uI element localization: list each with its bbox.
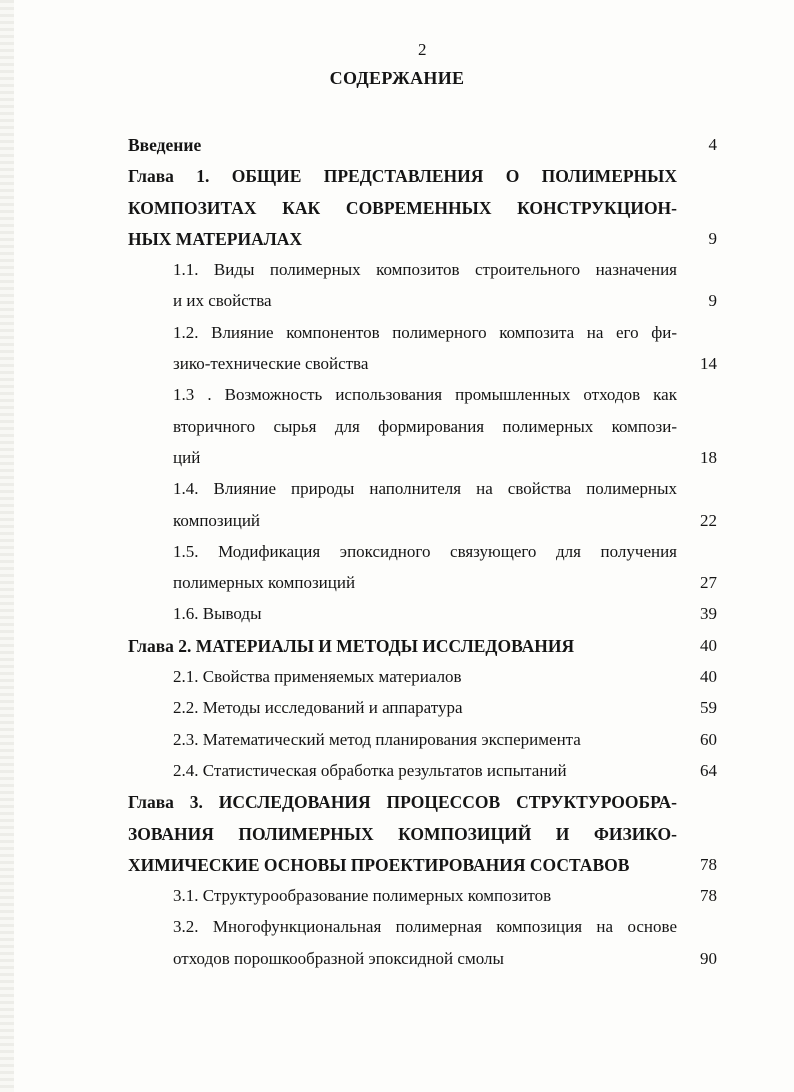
toc-entry-text: полимерных композиций xyxy=(173,573,356,593)
toc-section-line xyxy=(0,726,794,757)
toc-page-number: 18 xyxy=(700,447,717,467)
toc-entry-text: зико-технические свойства xyxy=(173,354,369,374)
toc-entry-text: вторичного сырья для формирования полимерных компози- xyxy=(173,416,677,436)
toc-section-line xyxy=(0,694,794,725)
toc-entry-text: ХИМИЧЕСКИЕ ОСНОВЫ ПРОЕКТИРОВАНИЯ СОСТАВОВ xyxy=(128,854,630,875)
toc-section-line xyxy=(0,600,794,631)
toc-entry-text: композиций xyxy=(173,510,261,530)
toc-page-number: 14 xyxy=(700,354,717,374)
toc-entry-text: отходов порошкообразной эпоксидной смолы xyxy=(173,948,504,968)
toc-page-number: 39 xyxy=(700,604,717,624)
toc-page-number: 9 xyxy=(708,228,717,248)
toc-chapter-line xyxy=(0,131,794,162)
toc-page-number: 78 xyxy=(700,854,717,874)
toc-section-line xyxy=(0,913,794,944)
toc-entry-text: Глава 2. МАТЕРИАЛЫ И МЕТОДЫ ИССЛЕДОВАНИЯ xyxy=(128,635,575,656)
toc-entry-text: и их свойства xyxy=(173,291,272,311)
toc-entry-text: 1.2. Влияние компонентов полимерного композита на его фи- xyxy=(173,322,677,342)
toc-entry-text: Глава 3. ИССЛЕДОВАНИЯ ПРОЦЕССОВ СТРУКТУРООБРА- xyxy=(128,792,677,813)
toc-chapter-line xyxy=(0,851,794,882)
toc-chapter-line xyxy=(0,820,794,851)
toc-page-number: 90 xyxy=(700,948,717,968)
toc-section-line xyxy=(0,757,794,788)
toc-entry-text: 2.4. Статистическая обработка результатов испытаний xyxy=(173,760,567,780)
toc-entry-text: 1.1. Виды полимерных композитов строительного назначения xyxy=(173,260,677,280)
toc-section-line xyxy=(0,319,794,350)
toc-chapter-line xyxy=(0,162,794,193)
toc-page-number: 59 xyxy=(700,698,717,718)
toc-section-line xyxy=(0,350,794,381)
toc-entry-text: 3.2. Многофункциональная полимерная композиция на основе xyxy=(173,917,677,937)
toc-section-line xyxy=(0,569,794,600)
toc-page-number: 64 xyxy=(700,760,717,780)
toc-page-number: 40 xyxy=(700,635,717,655)
toc-entry-text: КОМПОЗИТАХ КАК СОВРЕМЕННЫХ КОНСТРУКЦИОН- xyxy=(128,197,677,218)
page-number: 2 xyxy=(418,40,427,59)
toc-section-line xyxy=(0,663,794,694)
toc-page-number: 9 xyxy=(708,291,717,311)
toc-section-line xyxy=(0,287,794,318)
toc-section-line xyxy=(0,444,794,475)
toc-chapter-line xyxy=(0,225,794,256)
toc-entry-text: НЫХ МАТЕРИАЛАХ xyxy=(128,228,303,249)
toc-section-line xyxy=(0,475,794,506)
toc-entry-text: 1.5. Модификация эпоксидного связующего для получения xyxy=(173,541,677,561)
toc-section-line xyxy=(0,507,794,538)
toc-entry-text: ЗОВАНИЯ ПОЛИМЕРНЫХ КОМПОЗИЦИЙ И ФИЗИКО- xyxy=(128,823,677,844)
toc-entry-text: ций xyxy=(173,447,201,467)
toc-section-line xyxy=(0,256,794,287)
toc-section-line xyxy=(0,882,794,913)
toc-page-number: 40 xyxy=(700,667,717,687)
toc-page-number: 27 xyxy=(700,573,717,593)
toc-entry-text: 2.2. Методы исследований и аппаратура xyxy=(173,698,463,718)
toc-page-number: 22 xyxy=(700,510,717,530)
page-title: СОДЕРЖАНИЕ xyxy=(329,68,465,88)
toc-chapter-line xyxy=(0,788,794,819)
toc-entry-text: 2.3. Математический метод планирования эксперимента xyxy=(173,729,581,749)
toc-entry-text: 1.6. Выводы xyxy=(173,604,262,624)
toc-entry-text: Глава 1. ОБЩИЕ ПРЕДСТАВЛЕНИЯ О ПОЛИМЕРНЫХ xyxy=(128,166,677,187)
toc-entry-text: 3.1. Структурообразование полимерных композитов xyxy=(173,886,552,906)
toc-section-line xyxy=(0,413,794,444)
table-of-contents xyxy=(0,131,794,976)
toc-entry-text: 1.4. Влияние природы наполнителя на свойства полимерных xyxy=(173,479,677,499)
toc-entry-text: 2.1. Свойства применяемых материалов xyxy=(173,667,462,687)
toc-page-number: 60 xyxy=(700,729,717,749)
toc-section-line xyxy=(0,381,794,412)
toc-chapter-line xyxy=(0,632,794,663)
toc-entry-text: 1.3 . Возможность использования промышленных отходов как xyxy=(173,385,677,405)
toc-page-number: 4 xyxy=(708,135,717,154)
toc-section-line xyxy=(0,538,794,569)
toc-section-line xyxy=(0,945,794,976)
toc-chapter-line xyxy=(0,194,794,225)
toc-page-number: 78 xyxy=(700,886,717,906)
toc-entry-text: Введение xyxy=(128,135,202,155)
